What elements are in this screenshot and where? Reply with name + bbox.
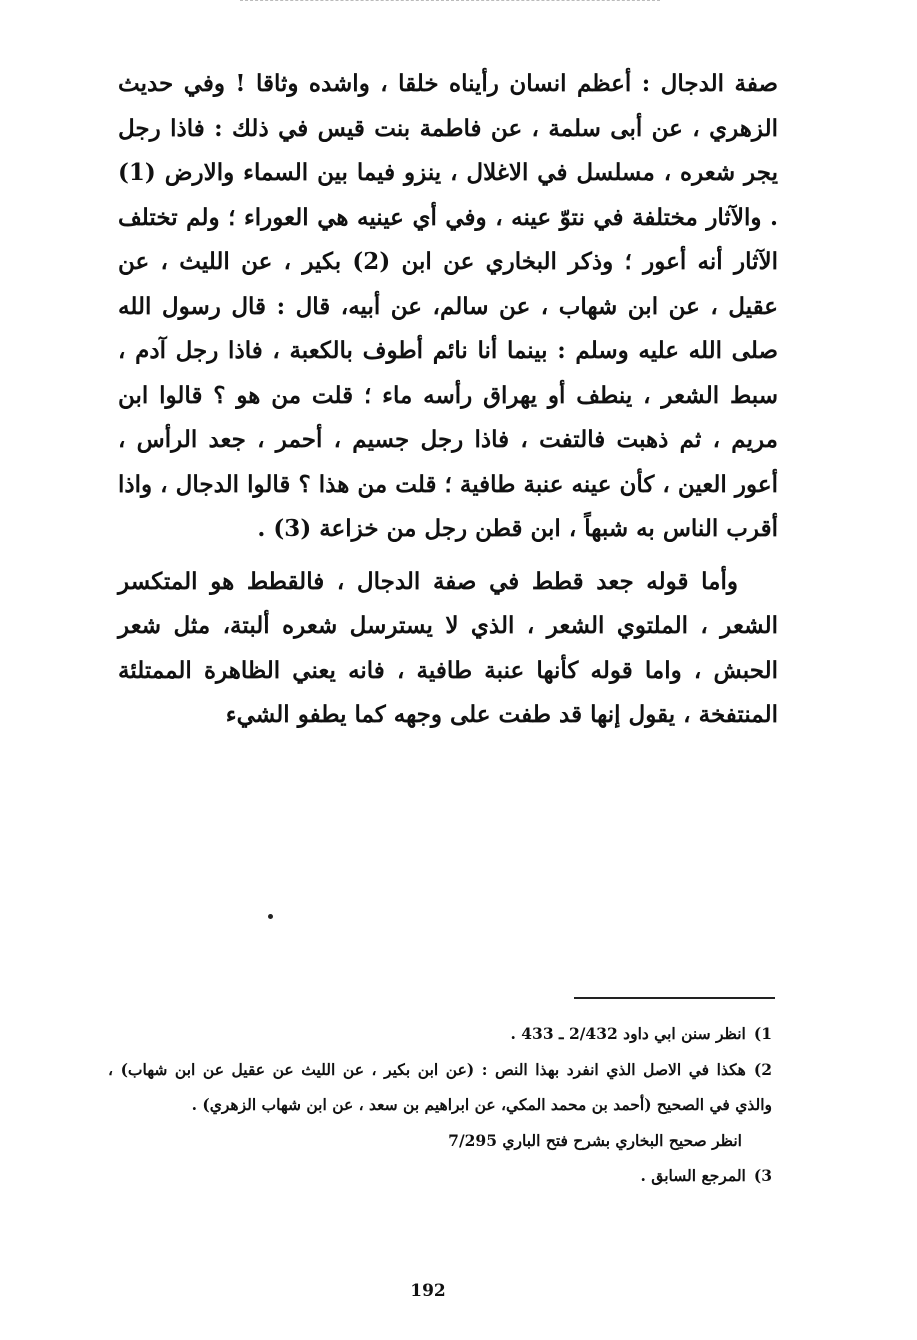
paragraph-1: صفة الدجال : أعظم انسان رأيناه خلقا ، واشده وثاقا ! وفي حديث الزهري ، عن أبى سلمة ، عن فاطمة بنت قيس في ذلك : فاذا رجل يجر شعره ، مسلسل في الاغلال ، ينزو فيما بين السماء والارض (1) . والآثار مختلفة في نتوّ عينه ، وفي أي عينيه هي العوراء ؛ ولم تختلف الآثار أنه أعور ؛ وذكر البخاري عن ابن (2) بكير ، عن الليث ، عن عقيل ، عن ابن شهاب ، عن سالم، عن أبيه، قال : قال رسول الله صلى الله عليه وسلم : بينما أنا نائم أطوف بالكعبة ، فاذا رجل آدم ، سبط الشعر ، ينطف أو يهراق رأسه ماء ؛ قلت من هو ؟ قالوا ابن مريم ، ثم ذهبت فالتفت ، فاذا رجل جسيم ، أحمر ، جعد الرأس ، أعور العين ، كأن عينه عنبة طافية ؛ قلت من هذا ؟ قالوا الدجال ، واذا أقرب الناس به شبهاً ، ابن قطن رجل من خزاعة (3) . bbox=[118, 70, 779, 542]
footnote-text: انظر صحيح البخاري بشرح فتح الباري 7/295 bbox=[448, 1130, 742, 1150]
footnote-number: 2) bbox=[753, 1059, 772, 1079]
footnote-2 bbox=[108, 1052, 772, 1123]
footnote-text: هكذا في الاصل الذي انفرد بهذا النص : (عن ابن بكير ، عن الليث عن عقيل عن ابن شهاب) ، والذي في الصحيح (أحمد بن محمد المكي، عن ابراهيم بن سعد ، عن ابن شهاب الزهري) . bbox=[108, 1059, 772, 1114]
page-number: 192 bbox=[410, 1281, 446, 1301]
ink-speck bbox=[268, 914, 273, 919]
footnote-2-reference bbox=[108, 1123, 772, 1159]
footnote-text: انظر سنن ابي داود 2/432 ـ 433 . bbox=[510, 1024, 746, 1043]
footnote-text: المرجع السابق . bbox=[640, 1166, 746, 1185]
footnote-separator bbox=[574, 997, 775, 999]
paragraph-2: وأما قوله جعد قطط في صفة الدجال ، فالقطط هو المتكسر الشعر ، الملتوي الشعر ، الذي لا يسترسل شعره ألبتة، مثل شعر الحبش ، واما قوله كأنها عنبة طافية ، فانه يعني الظاهرة الممتلئة المنتفخة ، يقول إنها قد طفت على وجهه كما يطفو الشيء bbox=[118, 567, 778, 728]
footnotes bbox=[108, 1016, 772, 1194]
footnote-number: 1) bbox=[753, 1024, 772, 1043]
footnote-3 bbox=[108, 1158, 772, 1194]
top-edge-marks bbox=[240, 0, 660, 3]
body-text bbox=[118, 62, 778, 738]
footnote-number: 3) bbox=[753, 1166, 772, 1185]
footnote-1 bbox=[108, 1016, 772, 1052]
